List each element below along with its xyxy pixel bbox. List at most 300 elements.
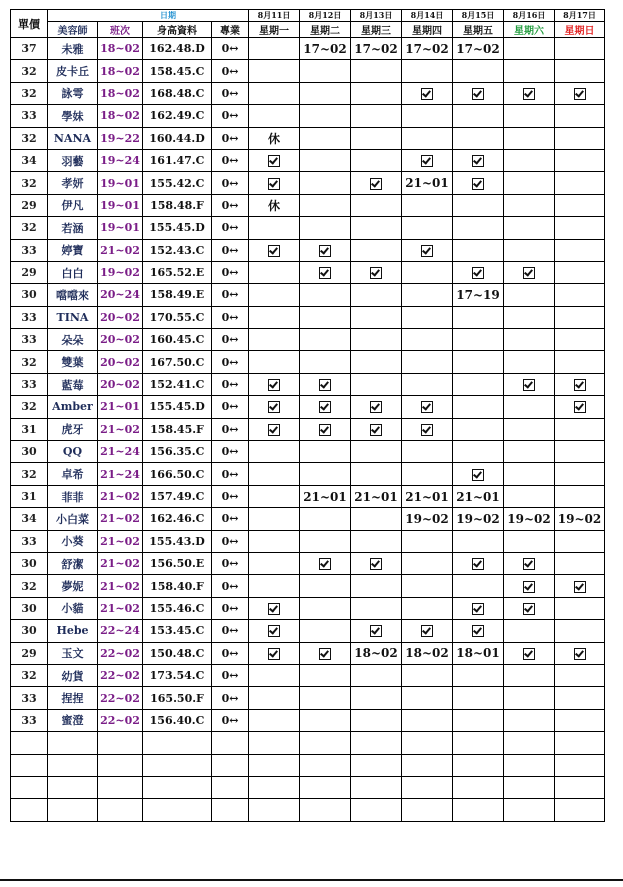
day-cell[interactable] [249, 620, 300, 642]
day-cell[interactable] [402, 597, 453, 619]
day-cell[interactable] [300, 396, 351, 418]
day-cell[interactable] [249, 239, 300, 261]
day-cell[interactable] [555, 239, 605, 261]
day-cell[interactable] [249, 687, 300, 709]
day-cell[interactable] [504, 485, 555, 507]
day-cell[interactable] [351, 172, 402, 194]
day-cell[interactable] [300, 664, 351, 686]
day-cell[interactable] [300, 687, 351, 709]
day-cell[interactable] [504, 194, 555, 216]
day-cell[interactable] [504, 597, 555, 619]
day-cell[interactable] [504, 687, 555, 709]
day-cell[interactable] [300, 261, 351, 283]
empty-cell[interactable] [504, 799, 555, 821]
day-cell[interactable] [249, 552, 300, 574]
day-cell[interactable] [555, 172, 605, 194]
empty-cell[interactable] [98, 732, 143, 754]
day-cell[interactable] [555, 396, 605, 418]
day-cell[interactable] [555, 329, 605, 351]
day-cell[interactable] [555, 373, 605, 395]
day-cell[interactable] [453, 485, 504, 507]
day-cell[interactable] [504, 284, 555, 306]
day-cell[interactable] [555, 687, 605, 709]
day-cell[interactable] [351, 149, 402, 171]
empty-cell[interactable] [143, 799, 212, 821]
day-cell[interactable] [300, 575, 351, 597]
day-cell[interactable] [249, 38, 300, 60]
day-cell[interactable] [504, 441, 555, 463]
day-cell[interactable] [555, 552, 605, 574]
empty-cell[interactable] [351, 799, 402, 821]
day-cell[interactable] [351, 575, 402, 597]
day-cell[interactable] [249, 127, 300, 149]
day-cell[interactable] [555, 485, 605, 507]
empty-cell[interactable] [212, 776, 249, 798]
day-cell[interactable] [351, 373, 402, 395]
day-cell[interactable] [249, 172, 300, 194]
day-cell[interactable] [453, 396, 504, 418]
day-cell[interactable] [300, 284, 351, 306]
day-cell[interactable] [351, 194, 402, 216]
day-cell[interactable] [351, 530, 402, 552]
day-cell[interactable] [351, 239, 402, 261]
day-cell[interactable] [453, 373, 504, 395]
empty-cell[interactable] [212, 799, 249, 821]
day-cell[interactable] [555, 127, 605, 149]
day-cell[interactable] [453, 597, 504, 619]
day-cell[interactable] [402, 441, 453, 463]
empty-cell[interactable] [98, 776, 143, 798]
checkbox-checked-icon[interactable] [319, 558, 331, 570]
day-cell[interactable] [453, 82, 504, 104]
day-cell[interactable] [453, 664, 504, 686]
day-cell[interactable] [249, 508, 300, 530]
day-cell[interactable] [555, 575, 605, 597]
day-cell[interactable] [402, 709, 453, 731]
day-cell[interactable] [249, 217, 300, 239]
day-cell[interactable] [249, 642, 300, 664]
day-cell[interactable] [453, 261, 504, 283]
day-cell[interactable] [453, 575, 504, 597]
day-cell[interactable] [453, 105, 504, 127]
day-cell[interactable] [300, 329, 351, 351]
checkbox-checked-icon[interactable] [574, 581, 586, 593]
empty-cell[interactable] [249, 799, 300, 821]
empty-cell[interactable] [555, 732, 605, 754]
day-cell[interactable] [555, 597, 605, 619]
day-cell[interactable] [351, 597, 402, 619]
day-cell[interactable] [249, 418, 300, 440]
checkbox-checked-icon[interactable] [574, 379, 586, 391]
day-cell[interactable] [504, 261, 555, 283]
day-cell[interactable] [402, 284, 453, 306]
day-cell[interactable] [402, 105, 453, 127]
day-cell[interactable] [351, 418, 402, 440]
day-cell[interactable] [351, 620, 402, 642]
checkbox-checked-icon[interactable] [472, 625, 484, 637]
empty-cell[interactable] [453, 799, 504, 821]
day-cell[interactable] [249, 441, 300, 463]
day-cell[interactable] [249, 351, 300, 373]
day-cell[interactable] [351, 60, 402, 82]
day-cell[interactable] [453, 463, 504, 485]
day-cell[interactable] [555, 441, 605, 463]
day-cell[interactable] [453, 351, 504, 373]
empty-cell[interactable] [504, 754, 555, 776]
empty-cell[interactable] [453, 776, 504, 798]
day-cell[interactable] [504, 329, 555, 351]
day-cell[interactable] [555, 418, 605, 440]
day-cell[interactable] [249, 664, 300, 686]
day-cell[interactable] [300, 508, 351, 530]
empty-cell[interactable] [402, 799, 453, 821]
day-cell[interactable] [249, 149, 300, 171]
empty-cell[interactable] [48, 754, 98, 776]
day-cell[interactable] [351, 105, 402, 127]
day-cell[interactable] [351, 217, 402, 239]
day-cell[interactable] [402, 687, 453, 709]
day-cell[interactable] [504, 351, 555, 373]
day-cell[interactable] [249, 396, 300, 418]
day-cell[interactable] [249, 105, 300, 127]
day-cell[interactable] [555, 709, 605, 731]
day-cell[interactable] [351, 441, 402, 463]
day-cell[interactable] [402, 306, 453, 328]
checkbox-checked-icon[interactable] [472, 469, 484, 481]
day-cell[interactable] [555, 149, 605, 171]
day-cell[interactable] [504, 664, 555, 686]
day-cell[interactable] [402, 194, 453, 216]
day-cell[interactable] [249, 597, 300, 619]
day-cell[interactable] [351, 396, 402, 418]
day-cell[interactable] [555, 463, 605, 485]
day-cell[interactable] [402, 463, 453, 485]
day-cell[interactable] [300, 127, 351, 149]
day-cell[interactable] [300, 217, 351, 239]
empty-cell[interactable] [504, 776, 555, 798]
day-cell[interactable] [351, 82, 402, 104]
empty-cell[interactable] [11, 754, 48, 776]
checkbox-checked-icon[interactable] [370, 178, 382, 190]
empty-cell[interactable] [300, 799, 351, 821]
day-cell[interactable] [300, 239, 351, 261]
day-cell[interactable] [555, 261, 605, 283]
day-cell[interactable] [453, 284, 504, 306]
checkbox-checked-icon[interactable] [319, 424, 331, 436]
day-cell[interactable] [555, 217, 605, 239]
empty-cell[interactable] [212, 754, 249, 776]
day-cell[interactable] [504, 239, 555, 261]
day-cell[interactable] [504, 575, 555, 597]
day-cell[interactable] [555, 194, 605, 216]
day-cell[interactable] [300, 351, 351, 373]
empty-cell[interactable] [249, 754, 300, 776]
day-cell[interactable] [351, 687, 402, 709]
day-cell[interactable] [300, 463, 351, 485]
checkbox-checked-icon[interactable] [523, 603, 535, 615]
checkbox-checked-icon[interactable] [268, 603, 280, 615]
day-cell[interactable] [249, 575, 300, 597]
day-cell[interactable] [249, 284, 300, 306]
day-cell[interactable] [504, 396, 555, 418]
empty-cell[interactable] [249, 732, 300, 754]
day-cell[interactable] [453, 642, 504, 664]
empty-cell[interactable] [300, 732, 351, 754]
day-cell[interactable] [555, 284, 605, 306]
day-cell[interactable] [402, 396, 453, 418]
day-cell[interactable] [453, 127, 504, 149]
day-cell[interactable] [453, 329, 504, 351]
checkbox-checked-icon[interactable] [268, 424, 280, 436]
empty-cell[interactable] [143, 754, 212, 776]
checkbox-checked-icon[interactable] [472, 603, 484, 615]
day-cell[interactable] [504, 552, 555, 574]
empty-cell[interactable] [351, 754, 402, 776]
day-cell[interactable] [504, 642, 555, 664]
day-cell[interactable] [300, 194, 351, 216]
day-cell[interactable] [504, 306, 555, 328]
checkbox-checked-icon[interactable] [523, 379, 535, 391]
empty-cell[interactable] [453, 732, 504, 754]
checkbox-checked-icon[interactable] [523, 88, 535, 100]
empty-cell[interactable] [504, 732, 555, 754]
checkbox-checked-icon[interactable] [268, 401, 280, 413]
day-cell[interactable] [504, 149, 555, 171]
day-cell[interactable] [249, 194, 300, 216]
day-cell[interactable] [453, 709, 504, 731]
day-cell[interactable] [249, 463, 300, 485]
day-cell[interactable] [300, 82, 351, 104]
day-cell[interactable] [504, 463, 555, 485]
day-cell[interactable] [402, 552, 453, 574]
day-cell[interactable] [249, 329, 300, 351]
day-cell[interactable] [504, 38, 555, 60]
day-cell[interactable] [402, 38, 453, 60]
empty-cell[interactable] [98, 799, 143, 821]
day-cell[interactable] [402, 149, 453, 171]
checkbox-checked-icon[interactable] [421, 155, 433, 167]
day-cell[interactable] [351, 485, 402, 507]
checkbox-checked-icon[interactable] [523, 648, 535, 660]
day-cell[interactable] [555, 664, 605, 686]
day-cell[interactable] [402, 620, 453, 642]
empty-cell[interactable] [48, 799, 98, 821]
day-cell[interactable] [555, 530, 605, 552]
day-cell[interactable] [300, 597, 351, 619]
checkbox-checked-icon[interactable] [523, 558, 535, 570]
empty-cell[interactable] [300, 754, 351, 776]
day-cell[interactable] [504, 373, 555, 395]
day-cell[interactable] [402, 172, 453, 194]
day-cell[interactable] [453, 172, 504, 194]
day-cell[interactable] [300, 620, 351, 642]
checkbox-checked-icon[interactable] [370, 424, 382, 436]
checkbox-checked-icon[interactable] [421, 245, 433, 257]
empty-cell[interactable] [98, 754, 143, 776]
empty-cell[interactable] [555, 799, 605, 821]
day-cell[interactable] [351, 664, 402, 686]
day-cell[interactable] [351, 351, 402, 373]
day-cell[interactable] [555, 306, 605, 328]
day-cell[interactable] [453, 194, 504, 216]
day-cell[interactable] [300, 418, 351, 440]
day-cell[interactable] [402, 373, 453, 395]
checkbox-checked-icon[interactable] [319, 379, 331, 391]
day-cell[interactable] [249, 261, 300, 283]
checkbox-checked-icon[interactable] [319, 401, 331, 413]
day-cell[interactable] [402, 575, 453, 597]
day-cell[interactable] [453, 441, 504, 463]
day-cell[interactable] [402, 642, 453, 664]
day-cell[interactable] [402, 261, 453, 283]
day-cell[interactable] [504, 105, 555, 127]
empty-cell[interactable] [143, 732, 212, 754]
empty-cell[interactable] [48, 732, 98, 754]
empty-cell[interactable] [212, 732, 249, 754]
checkbox-checked-icon[interactable] [574, 401, 586, 413]
day-cell[interactable] [402, 664, 453, 686]
day-cell[interactable] [402, 239, 453, 261]
checkbox-checked-icon[interactable] [421, 424, 433, 436]
checkbox-checked-icon[interactable] [574, 88, 586, 100]
day-cell[interactable] [504, 82, 555, 104]
day-cell[interactable] [555, 60, 605, 82]
day-cell[interactable] [351, 508, 402, 530]
checkbox-checked-icon[interactable] [319, 245, 331, 257]
day-cell[interactable] [402, 530, 453, 552]
day-cell[interactable] [351, 261, 402, 283]
day-cell[interactable] [555, 351, 605, 373]
day-cell[interactable] [453, 530, 504, 552]
day-cell[interactable] [402, 508, 453, 530]
day-cell[interactable] [300, 441, 351, 463]
day-cell[interactable] [402, 60, 453, 82]
empty-cell[interactable] [11, 776, 48, 798]
day-cell[interactable] [351, 284, 402, 306]
day-cell[interactable] [351, 127, 402, 149]
day-cell[interactable] [402, 418, 453, 440]
checkbox-checked-icon[interactable] [268, 625, 280, 637]
day-cell[interactable] [300, 642, 351, 664]
day-cell[interactable] [300, 60, 351, 82]
checkbox-checked-icon[interactable] [523, 581, 535, 593]
day-cell[interactable] [351, 642, 402, 664]
day-cell[interactable] [351, 552, 402, 574]
day-cell[interactable] [504, 508, 555, 530]
empty-cell[interactable] [351, 732, 402, 754]
day-cell[interactable] [351, 38, 402, 60]
checkbox-checked-icon[interactable] [574, 648, 586, 660]
checkbox-checked-icon[interactable] [523, 267, 535, 279]
day-cell[interactable] [300, 105, 351, 127]
checkbox-checked-icon[interactable] [268, 155, 280, 167]
day-cell[interactable] [453, 552, 504, 574]
day-cell[interactable] [249, 373, 300, 395]
day-cell[interactable] [453, 60, 504, 82]
checkbox-checked-icon[interactable] [421, 401, 433, 413]
checkbox-checked-icon[interactable] [370, 558, 382, 570]
empty-cell[interactable] [402, 776, 453, 798]
checkbox-checked-icon[interactable] [268, 648, 280, 660]
empty-cell[interactable] [249, 776, 300, 798]
checkbox-checked-icon[interactable] [472, 155, 484, 167]
checkbox-checked-icon[interactable] [268, 245, 280, 257]
day-cell[interactable] [351, 306, 402, 328]
empty-cell[interactable] [453, 754, 504, 776]
checkbox-checked-icon[interactable] [472, 267, 484, 279]
day-cell[interactable] [351, 709, 402, 731]
day-cell[interactable] [555, 105, 605, 127]
day-cell[interactable] [402, 351, 453, 373]
checkbox-checked-icon[interactable] [370, 401, 382, 413]
day-cell[interactable] [402, 329, 453, 351]
day-cell[interactable] [300, 709, 351, 731]
checkbox-checked-icon[interactable] [421, 88, 433, 100]
empty-cell[interactable] [402, 754, 453, 776]
checkbox-checked-icon[interactable] [421, 625, 433, 637]
day-cell[interactable] [300, 530, 351, 552]
day-cell[interactable] [249, 60, 300, 82]
day-cell[interactable] [300, 306, 351, 328]
day-cell[interactable] [249, 530, 300, 552]
checkbox-checked-icon[interactable] [370, 267, 382, 279]
day-cell[interactable] [453, 239, 504, 261]
day-cell[interactable] [504, 127, 555, 149]
day-cell[interactable] [249, 82, 300, 104]
day-cell[interactable] [504, 418, 555, 440]
day-cell[interactable] [453, 306, 504, 328]
day-cell[interactable] [300, 552, 351, 574]
day-cell[interactable] [504, 709, 555, 731]
checkbox-checked-icon[interactable] [472, 178, 484, 190]
empty-cell[interactable] [300, 776, 351, 798]
day-cell[interactable] [300, 485, 351, 507]
empty-cell[interactable] [555, 776, 605, 798]
day-cell[interactable] [453, 418, 504, 440]
checkbox-checked-icon[interactable] [472, 88, 484, 100]
day-cell[interactable] [300, 38, 351, 60]
empty-cell[interactable] [48, 776, 98, 798]
day-cell[interactable] [504, 172, 555, 194]
empty-cell[interactable] [351, 776, 402, 798]
day-cell[interactable] [555, 620, 605, 642]
day-cell[interactable] [453, 687, 504, 709]
day-cell[interactable] [300, 373, 351, 395]
day-cell[interactable] [555, 642, 605, 664]
day-cell[interactable] [300, 172, 351, 194]
empty-cell[interactable] [11, 799, 48, 821]
empty-cell[interactable] [11, 732, 48, 754]
day-cell[interactable] [300, 149, 351, 171]
day-cell[interactable] [402, 217, 453, 239]
day-cell[interactable] [555, 82, 605, 104]
checkbox-checked-icon[interactable] [319, 648, 331, 660]
day-cell[interactable] [504, 530, 555, 552]
day-cell[interactable] [453, 217, 504, 239]
day-cell[interactable] [402, 485, 453, 507]
day-cell[interactable] [351, 329, 402, 351]
day-cell[interactable] [453, 38, 504, 60]
checkbox-checked-icon[interactable] [268, 379, 280, 391]
day-cell[interactable] [504, 620, 555, 642]
day-cell[interactable] [249, 306, 300, 328]
day-cell[interactable] [402, 127, 453, 149]
day-cell[interactable] [504, 217, 555, 239]
empty-cell[interactable] [143, 776, 212, 798]
day-cell[interactable] [351, 463, 402, 485]
day-cell[interactable] [555, 38, 605, 60]
empty-cell[interactable] [402, 732, 453, 754]
